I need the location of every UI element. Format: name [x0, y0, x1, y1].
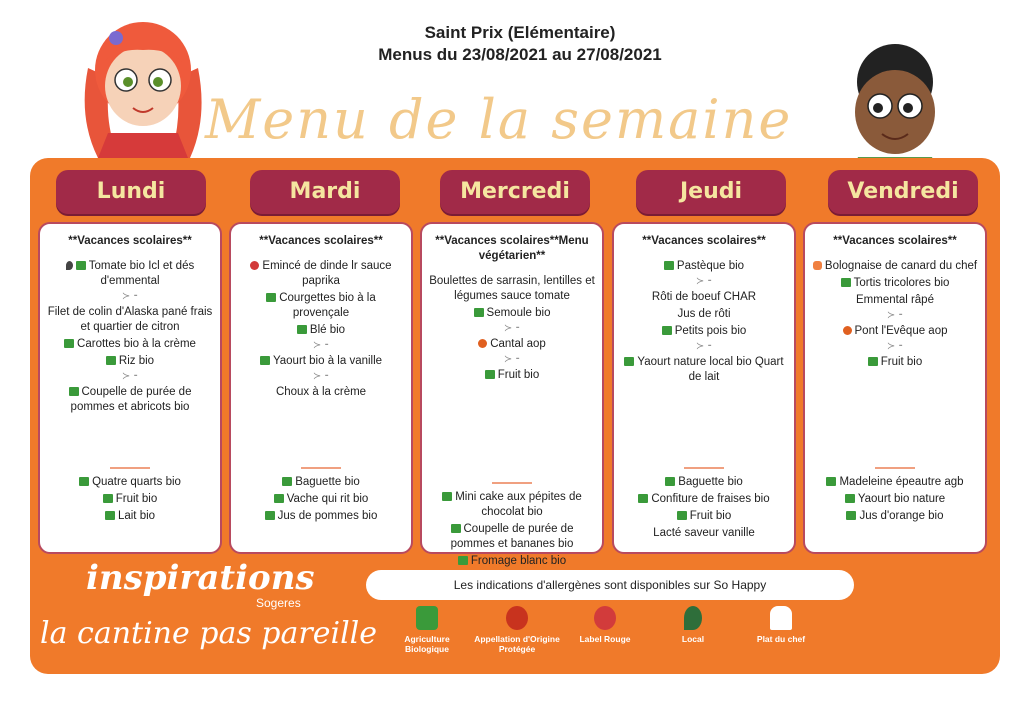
menu-item-label: Fruit bio — [689, 510, 732, 522]
day-heading: **Vacances scolaires**Menu végétarien** — [435, 235, 589, 262]
bio-icon — [282, 477, 292, 486]
bio-logo-icon — [416, 606, 438, 630]
bio-icon — [451, 524, 461, 533]
bio-icon — [265, 511, 275, 520]
bio-icon — [665, 477, 675, 486]
bio-icon — [664, 261, 674, 270]
brand-logo-text: inspirations — [86, 558, 315, 598]
lunch-menu — [428, 274, 596, 474]
menu-item — [620, 290, 788, 305]
boy-illustration — [830, 42, 960, 172]
legend-chef — [736, 606, 826, 644]
menu-item-label: Yaourt nature local bio Quart de lait — [637, 356, 784, 383]
bio-icon — [458, 556, 468, 565]
menu-item — [811, 475, 979, 490]
menu-item — [46, 259, 214, 289]
menu-item — [237, 492, 405, 507]
menu-item — [46, 492, 214, 507]
menu-item — [428, 274, 596, 304]
menu-item — [811, 492, 979, 507]
menu-item — [46, 509, 214, 524]
menu-item-label: Fruit bio — [497, 369, 540, 381]
bio-icon — [69, 387, 79, 396]
legend-label: Local — [681, 634, 705, 644]
menu-item — [811, 276, 979, 291]
menu-item — [428, 368, 596, 383]
menu-item-label: Lait bio — [117, 510, 156, 522]
menu-item — [46, 354, 214, 369]
brand-sub: Sogeres — [256, 596, 301, 610]
menu-item — [237, 291, 405, 321]
menu-item-label: Filet de colin d'Alaska pané frais et quartier de citron — [47, 306, 213, 333]
menu-item-label: Blé bio — [309, 324, 346, 336]
bio-icon — [79, 477, 89, 486]
snack-menu — [428, 490, 596, 569]
menu-item-label: Tortis tricolores bio — [853, 277, 950, 289]
menu-item — [811, 509, 979, 524]
menu-item-label: Semoule bio — [486, 307, 551, 319]
course-separator-icon: ≻ ⁃ — [695, 341, 713, 352]
school-name: Saint Prix (Elémentaire) — [424, 23, 616, 42]
menu-item — [46, 337, 214, 352]
menu-item-label: Fromage blanc bio — [470, 555, 567, 567]
menu-item-label: Pont l'Evêque aop — [854, 325, 948, 337]
menu-item — [428, 554, 596, 569]
snack-menu — [620, 475, 788, 541]
bio-icon — [106, 356, 116, 365]
menu-title — [300, 22, 740, 66]
divider — [110, 467, 150, 469]
menu-item — [620, 324, 788, 339]
bio-icon — [274, 494, 284, 503]
menu-item-label: Cantal aop — [490, 338, 546, 350]
menu-item-label: Baguette bio — [678, 476, 743, 488]
course-separator-icon: ≻ ⁃ — [121, 291, 139, 302]
menu-item — [811, 259, 979, 274]
bio-icon — [64, 339, 74, 348]
menu-item — [237, 385, 405, 400]
snack-menu — [46, 475, 214, 524]
menu-item-label: Yaourt bio nature — [857, 493, 946, 505]
menu-item — [811, 355, 979, 370]
bio-icon — [624, 357, 634, 366]
label-rouge-logo-icon — [594, 606, 616, 630]
day-tab-vendredi: Vendredi — [828, 170, 978, 214]
menu-item-label: Madeleine épeautre agb — [839, 476, 964, 488]
menu-item — [620, 475, 788, 490]
aop-logo-icon — [506, 606, 528, 630]
legend-bio — [382, 606, 472, 654]
course-separator-icon: ≻ ⁃ — [121, 371, 139, 382]
menu-item — [428, 490, 596, 520]
menu-item-label: Coupelle de purée de pommes et bananes bio — [450, 523, 574, 550]
menu-item — [237, 259, 405, 289]
course-separator-icon: ≻ ⁃ — [503, 323, 521, 334]
lunch-menu — [237, 259, 405, 459]
day-heading: **Vacances scolaires** — [259, 235, 383, 247]
menu-item-label: Choux à la crème — [275, 386, 367, 398]
bio-icon — [662, 326, 672, 335]
bio-icon — [638, 494, 648, 503]
bio-icon — [841, 278, 851, 287]
banner-title: Menu de la semaine — [205, 88, 793, 151]
day-card-mercredi — [420, 222, 604, 567]
chef-hat-icon — [770, 606, 792, 630]
day-heading: **Vacances scolaires** — [68, 235, 192, 247]
legend-label: Plat du chef — [756, 634, 806, 644]
menu-item — [620, 307, 788, 322]
bio-icon — [868, 357, 878, 366]
course-separator-icon: ≻ ⁃ — [503, 354, 521, 365]
day-heading: **Vacances scolaires** — [642, 235, 766, 247]
menu-item — [237, 475, 405, 490]
menu-item-label: Petits pois bio — [674, 325, 747, 337]
legend-local — [648, 606, 738, 644]
menu-item — [620, 259, 788, 274]
divider — [684, 467, 724, 469]
menu-item — [428, 522, 596, 552]
bio-icon — [846, 511, 856, 520]
day-tab-mardi: Mardi — [250, 170, 400, 214]
label-rouge-icon — [250, 261, 259, 270]
legend-label-rouge — [560, 606, 650, 644]
bio-icon — [103, 494, 113, 503]
tagline: la cantine pas pareille — [40, 616, 378, 651]
menu-item-label: Jus de rôti — [677, 308, 731, 320]
course-separator-icon: ≻ ⁃ — [886, 310, 904, 321]
aop-icon — [478, 339, 487, 348]
menu-item — [46, 305, 214, 335]
bio-icon — [260, 356, 270, 365]
lunch-menu — [46, 259, 214, 459]
menu-item — [46, 475, 214, 490]
day-heading: **Vacances scolaires** — [833, 235, 957, 247]
menu-item-label: Jus d'orange bio — [859, 510, 944, 522]
day-tab-lundi: Lundi — [56, 170, 206, 214]
menu-item — [46, 385, 214, 415]
menu-period: Menus du 23/08/2021 au 27/08/2021 — [378, 45, 662, 64]
day-tab-mercredi: Mercredi — [440, 170, 590, 214]
menu-item-label: Fruit bio — [880, 356, 923, 368]
course-separator-icon: ≻ ⁃ — [695, 276, 713, 287]
menu-item-label: Emincé de dinde lr sauce paprika — [262, 260, 392, 287]
day-card-vendredi — [803, 222, 987, 554]
legend-label: Label Rouge — [579, 634, 631, 644]
course-separator-icon: ≻ ⁃ — [312, 340, 330, 351]
menu-item-label: Courgettes bio à la provençale — [279, 292, 376, 319]
aop-icon — [843, 326, 852, 335]
menu-item-label: Bolognaise de canard du chef — [824, 260, 978, 272]
menu-item-label: Rôti de boeuf CHAR — [651, 291, 757, 303]
menu-item — [237, 354, 405, 369]
menu-item — [620, 492, 788, 507]
menu-item — [237, 509, 405, 524]
allergen-notice: Les indications d'allergènes sont disponibles sur So Happy — [366, 570, 854, 600]
legend-aop — [472, 606, 562, 654]
menu-item-label: Mini cake aux pépites de chocolat bio — [455, 491, 582, 518]
menu-item-label: Riz bio — [118, 355, 155, 367]
divider — [301, 467, 341, 469]
menu-item — [811, 324, 979, 339]
menu-item-label: Baguette bio — [295, 476, 360, 488]
menu-item-label: Fruit bio — [115, 493, 158, 505]
bio-icon — [845, 494, 855, 503]
bio-icon — [826, 477, 836, 486]
local-pin-icon — [684, 606, 702, 630]
divider — [875, 467, 915, 469]
menu-item-label: Emmental râpé — [856, 294, 934, 306]
lunch-menu — [811, 259, 979, 459]
lunch-menu — [620, 259, 788, 459]
bio-icon — [474, 308, 484, 317]
divider — [492, 482, 532, 484]
menu-item — [620, 509, 788, 524]
menu-item — [428, 337, 596, 352]
menu-item — [428, 306, 596, 321]
bio-icon — [442, 492, 452, 501]
menu-item-label: Quatre quarts bio — [92, 476, 181, 488]
menu-item-label: Lacté saveur vanille — [653, 527, 755, 539]
menu-item — [620, 355, 788, 385]
menu-item — [811, 293, 979, 308]
bio-icon — [266, 293, 276, 302]
menu-item — [620, 526, 788, 541]
bio-icon — [76, 261, 86, 270]
day-card-lundi — [38, 222, 222, 554]
menu-item-label: Tomate bio Icl et dés d'emmental — [88, 260, 195, 287]
menu-item — [237, 323, 405, 338]
menu-item-label: Pastèque bio — [676, 260, 745, 272]
snack-menu — [811, 475, 979, 524]
menu-item-label: Confiture de fraises bio — [651, 493, 770, 505]
menu-item-label: Carottes bio à la crème — [77, 338, 196, 350]
menu-item-label: Boulettes de sarrasin, lentilles et légumes sauce tomate — [429, 275, 595, 302]
legend-label: Agriculture Biologique — [404, 634, 450, 654]
day-card-mardi — [229, 222, 413, 554]
bio-icon — [485, 370, 495, 379]
bio-icon — [677, 511, 687, 520]
bio-icon — [297, 325, 307, 334]
day-tab-jeudi: Jeudi — [636, 170, 786, 214]
menu-item-label: Coupelle de purée de pommes et abricots bio — [70, 386, 192, 413]
menu-item-label: Vache qui rit bio — [286, 493, 369, 505]
day-card-jeudi — [612, 222, 796, 554]
legend-label: Appellation d'Origine Protégée — [474, 634, 560, 654]
girl-illustration — [78, 8, 208, 158]
local-icon — [66, 261, 73, 270]
menu-item-label: Jus de pommes bio — [277, 510, 378, 522]
course-separator-icon: ≻ ⁃ — [312, 371, 330, 382]
snack-menu — [237, 475, 405, 524]
course-separator-icon: ≻ ⁃ — [886, 341, 904, 352]
bio-icon — [105, 511, 115, 520]
menu-item-label: Yaourt bio à la vanille — [272, 355, 383, 367]
chef-icon — [813, 261, 822, 270]
